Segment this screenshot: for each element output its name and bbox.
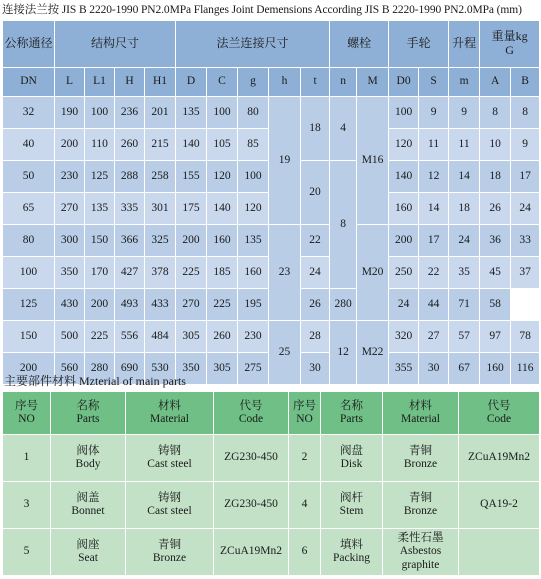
col-header-d: D [176, 68, 207, 97]
part-material-cn: 铸钢 [158, 491, 181, 504]
header-weight [480, 21, 540, 68]
cell-g: 80 [238, 97, 269, 129]
parts-header-name [51, 392, 126, 435]
cell-c: 100 [207, 97, 238, 129]
cell-l: 300 [55, 225, 85, 257]
cell-c: 225 [207, 289, 238, 321]
part-material [126, 435, 214, 482]
cell-l1: 100 [85, 97, 115, 129]
part-no: 6 [289, 529, 321, 576]
cell-d: 140 [176, 129, 207, 161]
cell-m-group: M22 [357, 321, 389, 385]
part-material-cn: 铸钢 [158, 444, 181, 457]
cell-a: 45 [480, 257, 511, 289]
parts-header-name-en: Parts [76, 413, 100, 425]
cell-t: 22 [301, 225, 330, 257]
part-no: 3 [3, 482, 51, 529]
header-bolt: 螺栓 [330, 21, 389, 68]
header-structure: 结构尺寸 [55, 21, 176, 68]
cell-g: 135 [238, 225, 269, 257]
cell-b: 24 [511, 193, 540, 225]
part-material-en: Cast steel [147, 458, 192, 470]
cell-b: 33 [511, 225, 540, 257]
cell-a: 160 [480, 353, 511, 385]
parts-header-name-cn: 名称 [340, 399, 363, 412]
cell-t: 18 [301, 97, 330, 161]
cell-d: 175 [176, 193, 207, 225]
part-material-en: Cast steel [147, 505, 192, 517]
cell-d: 225 [176, 257, 207, 289]
cell-h: 427 [115, 257, 145, 289]
cell-h1: 215 [145, 129, 176, 161]
table-row [3, 225, 540, 257]
part-name-cn: 阀盖 [76, 491, 100, 504]
parts-row [3, 435, 540, 482]
cell-s: 22 [419, 257, 449, 289]
cell-c: 305 [207, 353, 238, 385]
cell-dn: 150 [3, 321, 55, 353]
part-no: 2 [289, 435, 321, 482]
part-material-en: Bronze [403, 505, 438, 517]
col-header-h: H [115, 68, 145, 97]
cell-d: 350 [176, 353, 207, 385]
cell-h: 493 [115, 289, 145, 321]
col-header-c: C [207, 68, 238, 97]
cell-s: 30 [419, 353, 449, 385]
cell-l: 270 [55, 193, 85, 225]
cell-a: 8 [480, 97, 511, 129]
cell-t: 24 [301, 257, 330, 289]
cell-b: 9 [511, 129, 540, 161]
cell-b: 17 [511, 161, 540, 193]
cell-a: 10 [480, 129, 511, 161]
parts-header-name-cn: 名称 [76, 399, 100, 412]
part-no: 1 [3, 435, 51, 482]
cell-m: 67 [449, 353, 480, 385]
part-name [51, 529, 126, 576]
header-nominal: 公称通径 [3, 21, 55, 68]
part-name-cn: 填料 [340, 538, 363, 551]
cell-c: 260 [207, 321, 238, 353]
cell-dn: 200 [3, 353, 55, 385]
cell-l: 200 [55, 129, 85, 161]
part-code: ZCuA19Mn2 [459, 435, 540, 482]
cell-l1: 170 [85, 257, 115, 289]
part-material [383, 529, 459, 576]
parts-header-no-en: NO [18, 413, 35, 425]
main-parts-table [2, 391, 540, 576]
cell-l1: 225 [85, 321, 115, 353]
cell-b: 37 [511, 257, 540, 289]
parts-header-name-en: Parts [340, 413, 363, 425]
col-header-m-lift: m [449, 68, 480, 97]
part-code: QA19-2 [459, 482, 540, 529]
cell-l: 230 [55, 161, 85, 193]
part-material-cn: 青铜 [409, 444, 432, 457]
cell-t: 28 [301, 321, 330, 353]
cell-h1: 378 [145, 257, 176, 289]
cell-d: 200 [176, 225, 207, 257]
parts-header-name [321, 392, 383, 435]
cell-d0: 100 [389, 97, 419, 129]
cell-t: 26 [301, 289, 330, 321]
parts-header-no [3, 392, 51, 435]
cell-dn: 65 [3, 193, 55, 225]
cell-g: 160 [238, 257, 269, 289]
cell-a: 97 [480, 321, 511, 353]
parts-header-material-cn: 材料 [158, 399, 181, 412]
parts-row [3, 529, 540, 576]
cell-c: 140 [207, 193, 238, 225]
cell-h1: 258 [145, 161, 176, 193]
cell-dn: 40 [3, 129, 55, 161]
col-header-l1: L1 [85, 68, 115, 97]
cell-d: 270 [176, 289, 207, 321]
cell-l1: 125 [85, 161, 115, 193]
part-name [321, 529, 383, 576]
cell-l: 430 [55, 289, 85, 321]
cell-g: 85 [238, 129, 269, 161]
parts-section-title: 主要部件材料 Mzterial of main parts [4, 374, 186, 388]
col-header-a: A [480, 68, 511, 97]
part-name-en: Body [75, 458, 101, 470]
part-material-en: Bronze [403, 458, 438, 470]
part-name-en: Stem [339, 505, 364, 517]
cell-d: 135 [176, 97, 207, 129]
cell-g: 195 [238, 289, 269, 321]
part-name-en: Bonnet [71, 505, 105, 517]
cell-h: 236 [115, 97, 145, 129]
cell-s: 14 [419, 193, 449, 225]
cell-m: 18 [449, 193, 480, 225]
cell-h: 288 [115, 161, 145, 193]
part-code: ZCuA19Mn2 [214, 529, 289, 576]
cell-a: 26 [480, 193, 511, 225]
cell-d: 305 [176, 321, 207, 353]
col-header-h1: H1 [145, 68, 176, 97]
cell-m: 9 [449, 97, 480, 129]
cell-l: 500 [55, 321, 85, 353]
cell-n-group: 8 [330, 161, 357, 289]
cell-h1: 201 [145, 97, 176, 129]
cell-g: 275 [238, 353, 269, 385]
part-name-cn: 阀盘 [340, 444, 363, 457]
part-name-en: Seat [78, 552, 98, 564]
cell-t: 20 [301, 161, 330, 225]
part-material-en: Asbestos graphite [399, 545, 442, 571]
cell-h-group: 25 [269, 321, 301, 385]
header-flange: 法兰连接尺寸 [176, 21, 330, 68]
col-header-n: n [330, 68, 357, 97]
cell-m-group: M16 [357, 97, 389, 225]
part-code [459, 529, 540, 576]
part-name-en: Disk [340, 458, 363, 470]
cell-m: 44 [419, 289, 449, 321]
cell-m-group: M20 [357, 225, 389, 321]
cell-dn: 32 [3, 97, 55, 129]
parts-header-material-cn: 材料 [409, 399, 432, 412]
parts-header-material-en: Material [401, 413, 440, 425]
col-header-b: B [511, 68, 540, 97]
cell-n-group: 12 [330, 321, 357, 385]
col-header-m-bolt: M [357, 68, 389, 97]
part-material-en: Bronze [152, 552, 187, 564]
cell-l1: 150 [85, 225, 115, 257]
cell-g: 120 [238, 193, 269, 225]
cell-s: 24 [389, 289, 419, 321]
header-weight-label: 重量kg [491, 29, 528, 44]
parts-row [3, 482, 540, 529]
cell-s: 17 [419, 225, 449, 257]
part-code: ZG230-450 [214, 482, 289, 529]
cell-h1: 301 [145, 193, 176, 225]
cell-h-group: 19 [269, 97, 301, 225]
part-name-en: Packing [332, 552, 371, 564]
cell-a: 36 [480, 225, 511, 257]
header-lift: 升程 [449, 21, 480, 68]
header-handwheel: 手轮 [389, 21, 449, 68]
cell-m: 14 [449, 161, 480, 193]
part-material [126, 482, 214, 529]
cell-d0: 320 [389, 321, 419, 353]
flange-dimensions-table [2, 20, 540, 385]
part-material-cn: 柔性石墨 [397, 532, 444, 545]
cell-h-group: 23 [269, 225, 301, 321]
col-header-h-flange: h [269, 68, 301, 97]
cell-l: 560 [55, 353, 85, 385]
cell-s: 27 [419, 321, 449, 353]
cell-dn: 100 [3, 257, 55, 289]
cell-c: 185 [207, 257, 238, 289]
parts-header-no-cn: 序号 [293, 399, 316, 412]
parts-header-no-cn: 序号 [15, 399, 38, 412]
table-row [3, 321, 540, 353]
header-weight-unit: G [505, 43, 514, 57]
table-row [3, 97, 540, 129]
cell-dn: 125 [3, 289, 55, 321]
cell-b: 116 [511, 353, 540, 385]
cell-h: 366 [115, 225, 145, 257]
part-material [383, 482, 459, 529]
parts-header-code [459, 392, 540, 435]
cell-d: 155 [176, 161, 207, 193]
col-header-t: t [301, 68, 330, 97]
part-name-cn: 阀杆 [340, 491, 363, 504]
col-header-l: L [55, 68, 85, 97]
part-material-cn: 青铜 [409, 491, 432, 504]
cell-d0: 250 [389, 257, 419, 289]
part-name-cn: 阀座 [76, 538, 100, 551]
parts-header-code-en: Code [486, 413, 512, 425]
parts-header-row [3, 392, 540, 435]
page-title: 连接法兰按 JIS B 2220-1990 PN2.0MPa Flanges Joint Demensions According JIS B 2220-1990 PN2.0MPa (mm) [2, 4, 522, 16]
cell-a: 18 [480, 161, 511, 193]
cell-h1: 325 [145, 225, 176, 257]
cell-d0: 280 [330, 289, 357, 321]
cell-b: 78 [511, 321, 540, 353]
cell-d0: 200 [389, 225, 419, 257]
cell-l: 190 [55, 97, 85, 129]
parts-header-material [383, 392, 459, 435]
cell-b: 58 [480, 289, 511, 321]
part-material-cn: 青铜 [158, 538, 181, 551]
cell-t: 30 [301, 353, 330, 385]
cell-d0: 160 [389, 193, 419, 225]
cell-c: 120 [207, 161, 238, 193]
cell-m: 35 [449, 257, 480, 289]
cell-h1: 484 [145, 321, 176, 353]
cell-n-group: 4 [330, 97, 357, 161]
cell-h: 556 [115, 321, 145, 353]
cell-h: 335 [115, 193, 145, 225]
col-header-dn: DN [3, 68, 55, 97]
parts-header-no-en: NO [296, 413, 313, 425]
part-name [51, 435, 126, 482]
part-no: 4 [289, 482, 321, 529]
cell-h: 690 [115, 353, 145, 385]
cell-g: 230 [238, 321, 269, 353]
part-material [126, 529, 214, 576]
cell-l1: 135 [85, 193, 115, 225]
cell-s: 11 [419, 129, 449, 161]
cell-d0: 120 [389, 129, 419, 161]
cell-b: 8 [511, 97, 540, 129]
cell-h: 260 [115, 129, 145, 161]
col-header-g: g [238, 68, 269, 97]
parts-header-material-en: Material [150, 413, 189, 425]
cell-g: 100 [238, 161, 269, 193]
parts-header-code [214, 392, 289, 435]
cell-d0: 140 [389, 161, 419, 193]
cell-a: 71 [449, 289, 480, 321]
cell-h1: 433 [145, 289, 176, 321]
cell-m: 11 [449, 129, 480, 161]
cell-l1: 280 [85, 353, 115, 385]
parts-header-material [126, 392, 214, 435]
part-name [321, 435, 383, 482]
part-name-cn: 阀体 [76, 444, 100, 457]
cell-h1: 530 [145, 353, 176, 385]
cell-m: 24 [449, 225, 480, 257]
cell-d0: 355 [389, 353, 419, 385]
parts-header-code-en: Code [238, 413, 264, 425]
cell-m: 57 [449, 321, 480, 353]
part-name [321, 482, 383, 529]
part-name [51, 482, 126, 529]
cell-l1: 110 [85, 129, 115, 161]
parts-header-code-cn: 代号 [487, 399, 511, 412]
cell-c: 105 [207, 129, 238, 161]
cell-c: 160 [207, 225, 238, 257]
col-header-s: S [419, 68, 449, 97]
cell-dn: 80 [3, 225, 55, 257]
cell-l1: 200 [85, 289, 115, 321]
part-code: ZG230-450 [214, 435, 289, 482]
part-no: 5 [3, 529, 51, 576]
cell-s: 12 [419, 161, 449, 193]
cell-s: 9 [419, 97, 449, 129]
parts-header-code-cn: 代号 [239, 399, 263, 412]
col-header-d0: D0 [389, 68, 419, 97]
cell-l: 350 [55, 257, 85, 289]
part-material [383, 435, 459, 482]
cell-dn: 50 [3, 161, 55, 193]
parts-header-no [289, 392, 321, 435]
